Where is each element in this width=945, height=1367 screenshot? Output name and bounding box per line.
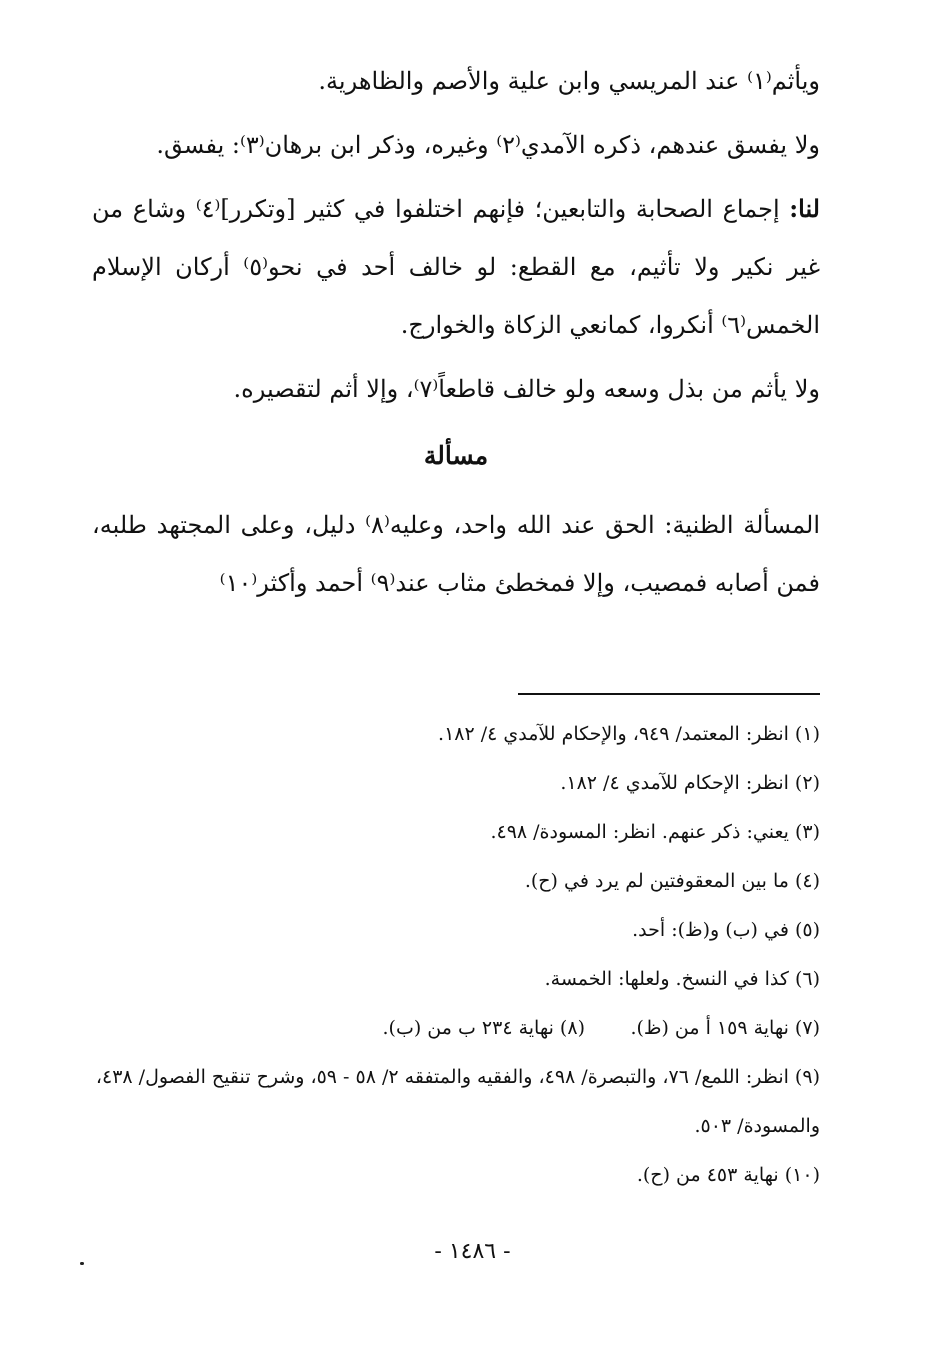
footnote-7-8: [92, 1004, 820, 1053]
page-number: - ١٤٨٦ -: [434, 1239, 511, 1264]
footnote-separator: [518, 693, 820, 695]
lead-word: لنا:: [789, 194, 820, 223]
main-text: [92, 52, 820, 612]
footnotes: [92, 710, 820, 1200]
footnote-10: (١٠) نهاية ٤٥٣ من (ح).: [636, 1164, 820, 1186]
footnote-1: (١) انظر: المعتمد/ ٩٤٩، والإحكام للآمدي ٤/ ١٨٢.: [438, 723, 820, 745]
footnote-7: (٧) نهاية ١٥٩ أ من (ظ).: [630, 1017, 820, 1039]
footnote-8: (٨) نهاية ٢٣٤ ب من (ب).: [382, 1017, 585, 1039]
paragraph-4: ولا يأثم من بذل وسعه ولو خالف قاطعاً⁽٧⁾، وإلا أثم لتقصيره.: [233, 375, 820, 403]
paragraph-3-text: إجماع الصحابة والتابعين؛ فإنهم اختلفوا في كثير [وتكرر]⁽٤⁾ وشاع من غير نكير ولا تأثيم، مع القطع: لو خالف أحد في نحو⁽٥⁾ أركان الإسلام الخمس⁽٦⁾ أنكروا، كمانعي الزكاة والخوارج.: [92, 195, 820, 339]
footnote-6: (٦) كذا في النسخ. ولعلها: الخمسة.: [544, 968, 820, 990]
paragraph-1: ويأثم⁽١⁾ عند المريسي وابن علية والأصم والظاهرية.: [318, 67, 820, 95]
paragraph-5: المسألة الظنية: الحق عند الله واحد، وعليه⁽٨⁾ دليل، وعلى المجتهد طلبه، فمن أصابه فمصيب، وإلا فمخطئ مثاب عند⁽٩⁾ أحمد وأكثر⁽١٠⁾: [92, 511, 820, 597]
footnote-4: (٤) ما بين المعقوفتين لم يرد في (ح).: [524, 870, 820, 892]
footnote-5: (٥) في (ب) و(ظ): أحد.: [632, 919, 820, 941]
footnote-2: (٢) انظر: الإحكام للآمدي ٤/ ١٨٢.: [560, 772, 820, 794]
scan-speck: [80, 1262, 84, 1265]
paragraph-2: ولا يفسق عندهم، ذكره الآمدي⁽٢⁾ وغيره، وذكر ابن برهان⁽٣⁾: يفسق.: [156, 131, 820, 159]
section-heading: مسألة: [423, 441, 489, 470]
footnote-9: (٩) انظر: اللمع/ ٧٦، والتبصرة/ ٤٩٨، والفقيه والمتفقه ٢/ ٥٨ - ٥٩، وشرح تنقيح الفصول/ ٤٣٨، والمسودة/ ٥٠٣.: [95, 1066, 820, 1137]
paragraph-3: [92, 180, 820, 354]
footnote-3: (٣) يعني: ذكر عنهم. انظر: المسودة/ ٤٩٨.: [490, 821, 820, 843]
